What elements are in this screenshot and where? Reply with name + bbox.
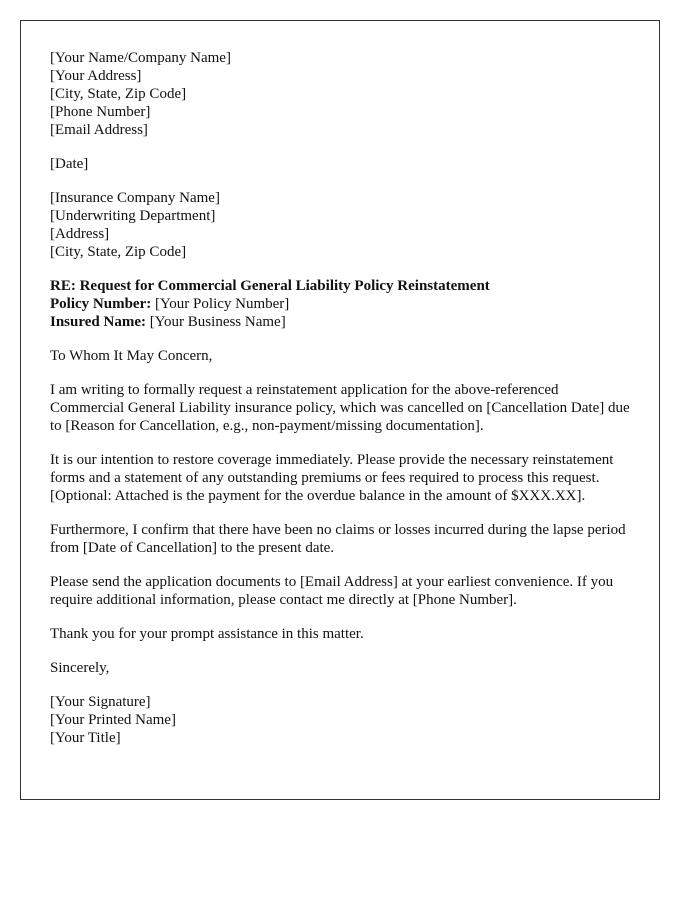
recipient-block (50, 189, 630, 261)
subject-block (50, 277, 630, 331)
body-paragraph-1: I am writing to formally request a reinstatement application for the above-referenced Commercial General Liability insurance policy, which was cancelled on [Cancellation Date] due to [Reason for Cancellation, e.g., non-payment/missing documentation]. (50, 382, 630, 434)
sender-city-state-zip: [City, State, Zip Code] (50, 86, 187, 102)
salutation: To Whom It May Concern, (50, 348, 213, 364)
letter-page (20, 20, 660, 800)
letter-date: [Date] (50, 156, 89, 172)
insured-name-value: [Your Business Name] (145, 314, 286, 330)
sender-block (50, 49, 630, 139)
recipient-company: [Insurance Company Name] (50, 190, 220, 206)
sender-email: [Email Address] (50, 122, 148, 138)
recipient-address: [Address] (50, 226, 110, 242)
signer-title: [Your Title] (50, 730, 121, 746)
recipient-city-state-zip: [City, State, Zip Code] (50, 244, 187, 260)
sender-address: [Your Address] (50, 68, 142, 84)
signature-block (50, 693, 630, 747)
body-paragraph-4: Please send the application documents to [Email Address] at your earliest convenience. If you require additional information, please contact me directly at [Phone Number]. (50, 574, 614, 608)
insured-name-label: Insured Name: (50, 314, 146, 330)
date-block (50, 155, 630, 173)
policy-number-label: Policy Number: (50, 296, 152, 312)
sender-phone: [Phone Number] (50, 104, 151, 120)
closing: Sincerely, (50, 660, 110, 676)
subject-line: RE: Request for Commercial General Liability Policy Reinstatement (50, 278, 490, 294)
policy-number-line (50, 295, 630, 313)
printed-name: [Your Printed Name] (50, 712, 176, 728)
body-paragraph-5: Thank you for your prompt assistance in this matter. (50, 626, 364, 642)
sender-name: [Your Name/Company Name] (50, 50, 231, 66)
body-paragraph-3: Furthermore, I confirm that there have been no claims or losses incurred during the lapse period from [Date of Cancellation] to the present date. (50, 522, 626, 556)
policy-number-value: [Your Policy Number] (151, 296, 290, 312)
signature: [Your Signature] (50, 694, 151, 710)
recipient-department: [Underwriting Department] (50, 208, 216, 224)
insured-name-line (50, 313, 630, 331)
letter-content (50, 49, 630, 763)
body-paragraph-2: It is our intention to restore coverage immediately. Please provide the necessary reinstatement forms and a statement of any outstanding premiums or fees required to process this request. [Optional: Attached is the payment for the overdue balance in the amount of $XXX.XX]. (50, 452, 614, 504)
